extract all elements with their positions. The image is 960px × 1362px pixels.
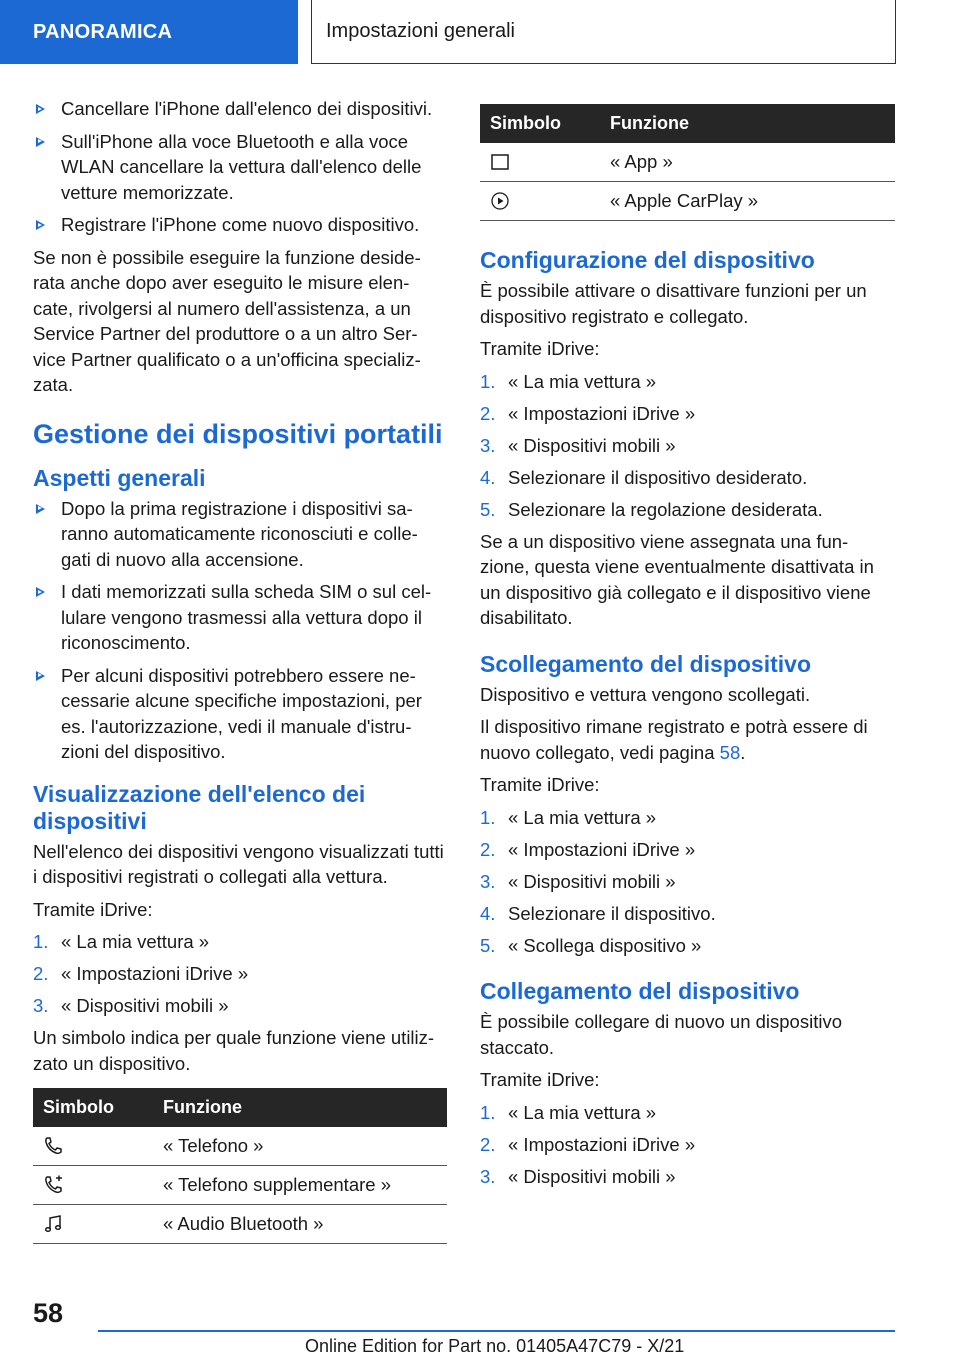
function-label: « Telefono » (153, 1127, 447, 1166)
connect-steps (480, 1100, 895, 1190)
column-header-function: Funzione (600, 104, 895, 143)
disconnect-steps (480, 805, 895, 959)
step-item: 1. « La mia vettura » (480, 370, 657, 392)
footer-edition: Online Edition for Part no. 01405A47C79 - X/21 (305, 1336, 685, 1356)
section-title: PANORAMICA (33, 20, 173, 43)
left-column (33, 96, 447, 1244)
list-item: Per alcuni dispositivi potrebbero essere ne-cessarie alcune specifiche impostazioni, per es. l'autorizzazione, vedi il manuale d'istru-zioni del dispositivo. (33, 663, 447, 765)
step-item: 2. « Impostazioni iDrive » (480, 402, 696, 424)
symbol-table-right (480, 104, 895, 221)
list-item: I dati memorizzati sulla scheda SIM o sul cel-lulare vengono trasmessi alla vettura dopo il riconoscimento. (33, 579, 447, 656)
step-item: 1. « La mia vettura » (33, 931, 210, 952)
music-note-icon (43, 1214, 63, 1234)
via-idrive-label: Tramite iDrive: (480, 774, 600, 795)
config-after-paragraph: Se a un dispositivo viene assegnata una fun-zione, questa viene eventualmente disattivata in un dispositivo già collegato e il dispositivo viene disabilitato. (480, 530, 874, 628)
page-number: 58 (33, 1298, 64, 1328)
device-list-paragraph: Nell'elenco dei dispositivi vengono visualizzati tutti i dispositivi registrati o collegati alla vettura. (33, 840, 444, 887)
bullet-triangle-icon (36, 220, 45, 230)
step-item: 1. « La mia vettura » (480, 1101, 657, 1123)
step-item: 3. « Dispositivi mobili » (33, 995, 229, 1016)
app-square-icon (490, 152, 510, 172)
step-item: 3. « Dispositivi mobili » (480, 434, 676, 456)
intro-paragraph: Se non è possibile eseguire la funzione deside-rata anche dopo aver eseguito le misure elen-cate, rivolgersi al numero dell'assistenza, a un Service Partner del produttore o a un altro Ser-vice Partner qualificato o a un'officina specializ-zata. (33, 246, 421, 395)
list-item: Cancellare l'iPhone dall'elenco dei dispositivi. (33, 96, 447, 122)
column-header-symbol: Simbolo (33, 1088, 153, 1127)
list-item: Dopo la prima registrazione i dispositivi sa-ranno automaticamente riconosciuti e colle-gati di nuovo alla accensione. (33, 496, 447, 573)
chapter-header (311, 0, 896, 64)
function-label: « App » (600, 143, 895, 182)
table-row (33, 1127, 447, 1166)
step-item: 3. « Dispositivi mobili » (480, 1165, 676, 1187)
bullet-triangle-icon (36, 587, 45, 597)
via-idrive-label: Tramite iDrive: (480, 1069, 600, 1090)
page-title: Gestione dei dispositivi portatili (33, 418, 443, 449)
general-bullet-list (33, 496, 447, 765)
disconnect-paragraph: Dispositivo e vettura vengono scollegati. (480, 683, 811, 705)
column-header-symbol: Simbolo (480, 104, 600, 143)
carplay-icon (490, 191, 510, 211)
chapter-title: Impostazioni generali (326, 20, 515, 42)
step-item: 4. Selezionare il dispositivo desiderato. (480, 466, 808, 488)
bullet-triangle-icon (36, 671, 45, 681)
column-header-function: Funzione (153, 1088, 447, 1127)
config-paragraph: È possibile attivare o disattivare funzioni per un dispositivo registrato e collegato. (480, 280, 867, 327)
additional-phone-icon (43, 1175, 63, 1195)
table-row (33, 1166, 447, 1205)
symbol-table-left (33, 1088, 447, 1244)
function-label: « Apple CarPlay » (600, 182, 895, 221)
intro-bullet-list (33, 96, 447, 238)
step-item: 5. Selezionare la regolazione desiderata. (480, 498, 823, 520)
right-column (480, 104, 895, 1196)
function-label: « Telefono supplementare » (153, 1166, 447, 1205)
bullet-triangle-icon (36, 104, 45, 114)
table-row (480, 182, 895, 221)
via-idrive-label: Tramite iDrive: (33, 898, 153, 920)
footer-divider (98, 1330, 895, 1332)
section-heading-device-list: Visualizzazione dell'elenco dei dispositivi (33, 780, 366, 834)
config-steps (480, 369, 895, 523)
step-item: 4. Selezionare il dispositivo. (480, 902, 716, 924)
connect-paragraph: È possibile collegare di nuovo un dispositivo staccato. (480, 1011, 842, 1058)
step-item: 5. « Scollega dispositivo » (480, 934, 702, 956)
step-item: 2. « Impostazioni iDrive » (480, 1133, 696, 1155)
section-heading-config: Configurazione del dispositivo (480, 247, 815, 273)
step-item: 3. « Dispositivi mobili » (480, 870, 676, 892)
section-heading-general: Aspetti generali (33, 464, 206, 491)
function-label: « Audio Bluetooth » (153, 1205, 447, 1244)
section-tab[interactable] (0, 0, 298, 64)
disconnect-paragraph-2: Il dispositivo rimane registrato e potrà essere di nuovo collegato, vedi pagina 58. (480, 716, 868, 763)
bullet-triangle-icon (36, 137, 45, 147)
table-header-row (33, 1088, 447, 1127)
symbol-paragraph: Un simbolo indica per quale funzione viene utiliz-zato un dispositivo. (33, 1027, 435, 1074)
page-reference-link[interactable]: 58 (719, 741, 741, 763)
step-item: 2. « Impostazioni iDrive » (480, 838, 696, 860)
list-item: Registrare l'iPhone come nuovo dispositivo. (33, 212, 447, 238)
list-item: Sull'iPhone alla voce Bluetooth e alla voce WLAN cancellare la vettura dall'elenco delle vetture memorizzate. (33, 129, 447, 206)
section-heading-disconnect: Scollegamento del dispositivo (480, 650, 812, 677)
section-heading-connect: Collegamento del dispositivo (480, 978, 800, 1004)
device-list-steps (33, 929, 447, 1019)
via-idrive-label: Tramite iDrive: (480, 338, 600, 359)
step-item: 2. « Impostazioni iDrive » (33, 963, 249, 984)
step-item: 1. « La mia vettura » (480, 806, 657, 828)
table-header-row (480, 104, 895, 143)
table-row (33, 1205, 447, 1244)
bullet-triangle-icon (36, 504, 45, 514)
phone-icon (43, 1136, 63, 1156)
table-row (480, 143, 895, 182)
